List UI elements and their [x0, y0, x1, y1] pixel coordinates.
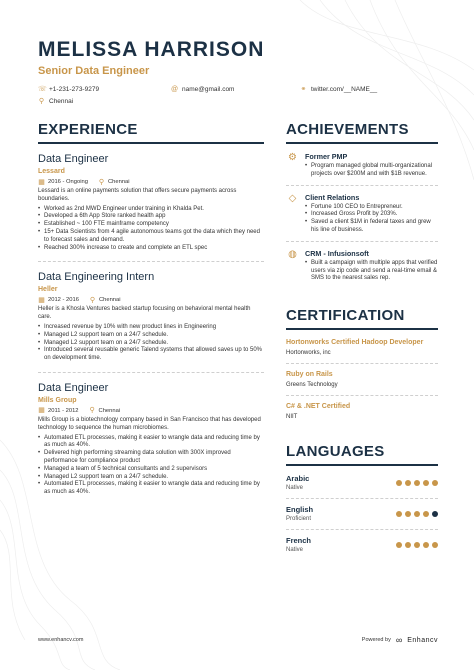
location-pin-icon: ⚲	[89, 296, 96, 304]
certification-heading: CERTIFICATION	[286, 307, 405, 325]
job-location: Chennai	[98, 297, 121, 304]
language-name: English	[286, 505, 314, 515]
certification-title: C# & .NET Certified	[286, 403, 351, 411]
certification-issuer: NIIT	[286, 414, 298, 421]
job-bullets	[38, 324, 264, 363]
achievement-divider	[286, 185, 438, 186]
job-title: Data Engineer	[38, 381, 109, 394]
job-bullet: • Increased revenue by 10% with new product lines in Engineering	[38, 324, 264, 332]
calendar-icon: ▦	[38, 407, 45, 415]
rating-dot	[423, 480, 429, 486]
achievement-bullet: • Program managed global multi-organizational projects over $200M and with $1B revenue.	[305, 163, 438, 179]
achievement-bullet: • Fortune 100 CEO to Entrepreneur.	[305, 204, 438, 212]
job-bullet: • Reached 300% increase to create and complete an ETL spec	[38, 245, 264, 253]
globe-icon: ◍	[288, 248, 297, 260]
rating-dot	[423, 542, 429, 548]
rating-dot	[405, 511, 411, 517]
job-bullets	[38, 206, 264, 253]
rating-dot	[396, 542, 402, 548]
job-bullet: • Managed L2 support team on a 24/7 schedule.	[38, 474, 264, 482]
achievement-bullet: • Built a campaign with multiple apps that verified users via zip code and send a real-time email & SMS to the nearest sales rep.	[305, 260, 438, 283]
achievement-item	[286, 152, 438, 179]
language-divider	[286, 498, 438, 499]
contact-twitter[interactable]	[300, 86, 377, 93]
twitter-text: twitter.com/__NAME__	[311, 86, 378, 93]
job-company[interactable]: Lessard	[38, 168, 65, 175]
job-title: Data Engineering Intern	[38, 271, 155, 284]
rating-dot	[405, 480, 411, 486]
section-divider	[286, 328, 438, 330]
language-name: Arabic	[286, 474, 310, 484]
certification-item	[286, 338, 438, 357]
rating-dot	[396, 511, 402, 517]
brand-name: Enhancv	[407, 636, 438, 644]
achievement-bullet: • Saved a client $1M in federal taxes and grew his line of business.	[305, 219, 438, 235]
footer-powered-by[interactable]	[362, 635, 438, 645]
language-level: Native	[286, 485, 304, 492]
job-title: Data Engineer	[38, 153, 109, 165]
rating-dot	[405, 542, 411, 548]
job-meta	[38, 296, 264, 304]
candidate-name: MELISSA HARRISON	[38, 38, 265, 61]
calendar-icon: ▦	[38, 296, 45, 304]
certification-divider	[286, 395, 438, 396]
powered-by-text: Powered by	[361, 637, 391, 643]
section-divider	[38, 142, 264, 144]
certification-divider	[286, 363, 438, 364]
job-bullet: • Delivered high performing streaming data solution with 300X improved performance for compliance product	[38, 450, 264, 466]
achievement-item	[286, 193, 438, 235]
job-dates: 2012 - 2016	[48, 297, 79, 304]
languages-heading: LANGUAGES	[286, 443, 385, 461]
achievement-divider	[286, 241, 438, 242]
calendar-icon: ▦	[38, 178, 45, 186]
achievement-bullets	[305, 204, 438, 235]
job-entry	[38, 152, 264, 252]
certification-item	[286, 370, 438, 389]
job-bullet: • Automated ETL processes, making it easier to wrangle data and reducing time by as much as 40%.	[38, 481, 264, 497]
rating-dot	[414, 480, 420, 486]
achievement-bullet: • Increased Gross Profit by 203%.	[305, 211, 438, 219]
job-location: Chennai	[107, 179, 130, 185]
job-description: Lessard is an online payments solution that offers secure payments across boundaries.	[38, 188, 237, 202]
rating-dot	[414, 542, 420, 548]
section-divider	[286, 142, 438, 144]
contact-location	[38, 98, 73, 105]
job-company[interactable]: Heller	[38, 286, 58, 294]
language-name: French	[286, 536, 312, 546]
achievement-title: Former PMP	[305, 152, 348, 161]
job-dates: 2016 - Ongoing	[48, 179, 88, 185]
rating-dot	[423, 511, 429, 517]
job-entry	[38, 270, 264, 363]
job-bullet: • Automated ETL processes, making it easier to wrangle data and reducing time by as much as 40%.	[38, 435, 264, 451]
candidate-title: Senior Data Engineer	[38, 65, 150, 77]
contact-email[interactable]	[171, 86, 234, 93]
enhancv-logo-icon: ∞	[395, 635, 403, 645]
achievement-title: Client Relations	[305, 192, 360, 202]
job-bullet: • Managed L2 support team on a 24/7 schedule.	[38, 332, 264, 340]
right-column	[286, 121, 438, 554]
job-bullet: • Managed a team of 5 technical consultants and 2 supervisors	[38, 466, 264, 474]
language-divider	[286, 529, 438, 530]
language-level: Proficient	[286, 516, 312, 523]
language-level: Native	[286, 547, 304, 554]
phone-text: +1-231-273-9279	[49, 86, 100, 93]
location-pin-icon: ⚲	[89, 407, 95, 415]
achievement-bullets	[305, 260, 438, 283]
job-bullet: • 15+ Data Scientists from 4 agile autonomous teams got the data which they need to forecast sales and demand.	[38, 229, 264, 245]
link-icon: ⚭	[300, 86, 307, 93]
job-meta	[38, 178, 264, 186]
language-item	[286, 474, 438, 492]
job-divider	[38, 372, 264, 373]
contact-phone[interactable]	[38, 86, 99, 93]
left-column	[38, 121, 264, 506]
certification-issuer: Hortonworks, inc	[286, 350, 331, 357]
certification-item	[286, 402, 438, 421]
at-icon: @	[171, 86, 179, 93]
gears-icon: ⚙	[288, 152, 297, 163]
job-bullet: • Introduced several reusable generic Talend systems that allowed saves up to 50% on development time.	[38, 347, 264, 363]
job-divider	[38, 261, 264, 262]
job-entry	[38, 381, 264, 497]
resume-header	[38, 37, 438, 77]
experience-heading: EXPERIENCE	[38, 121, 138, 138]
achievements-heading: ACHIEVEMENTS	[286, 121, 409, 138]
certification-title: Ruby on Rails	[286, 371, 333, 379]
job-description: Mills Group is a biotechnology company based in San Francisco that has developed technology to sequence the human microbiomes.	[38, 416, 261, 431]
language-rating	[396, 511, 438, 517]
language-item	[286, 536, 438, 554]
rating-dot	[396, 480, 402, 486]
rating-dot	[432, 480, 438, 486]
location-pin-icon: ⚲	[38, 98, 45, 105]
job-dates: 2011 - 2012	[48, 407, 79, 414]
rating-dot	[414, 511, 420, 517]
rating-dot	[432, 542, 438, 548]
job-bullet: • Developed a 6th App Store ranked health app	[38, 213, 264, 221]
language-item	[286, 505, 438, 523]
certification-title: Hortonworks Certified Hadoop Developer	[286, 339, 424, 347]
location-text: Chennai	[49, 98, 74, 105]
phone-icon: ☏	[38, 86, 47, 93]
achievement-bullets	[305, 163, 438, 179]
achievement-item	[286, 249, 438, 283]
job-bullets	[38, 435, 264, 497]
footer-website[interactable]: www.enhancv.com	[38, 637, 84, 643]
language-rating	[396, 480, 438, 486]
job-bullet: • Established ~ 100 FTE mainframe competency	[38, 221, 264, 229]
achievement-title: CRM - Infusionsoft	[305, 248, 369, 258]
rating-dot	[432, 511, 438, 517]
certification-issuer: Greens Technology	[286, 382, 338, 389]
job-location: Chennai	[98, 407, 121, 414]
job-description: Heller is a Khosla Ventures backed startup focusing on behavioral mental health care.	[38, 306, 251, 321]
job-bullet: • Managed L2 support team on a 24/7 schedule.	[38, 340, 264, 348]
section-divider	[286, 464, 438, 466]
email-text: name@gmail.com	[182, 86, 235, 93]
job-company[interactable]: Mills Group	[38, 396, 77, 404]
job-bullet: • Worked as 2nd MWD Engineer under training in Khalda Pet.	[38, 206, 264, 214]
location-pin-icon: ⚲	[98, 178, 105, 186]
job-meta	[38, 407, 264, 415]
language-rating	[396, 542, 438, 548]
diamond-icon: ◇	[288, 192, 297, 204]
